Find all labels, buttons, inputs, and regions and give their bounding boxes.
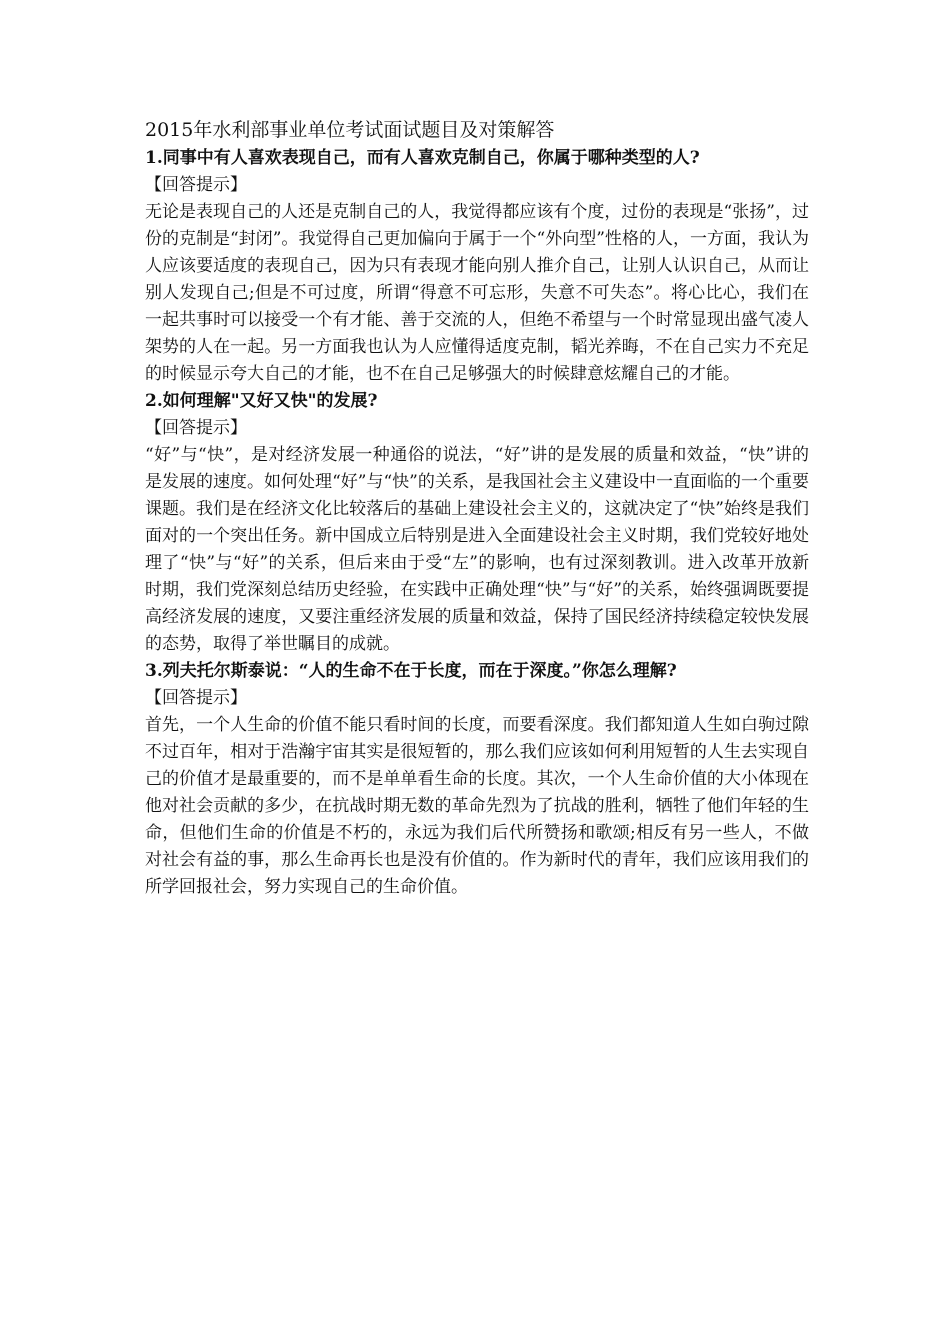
answer-1: 无论是表现自己的人还是克制自己的人，我觉得都应该有个度，过份的表现是“张扬”，过份的克制是“封闭”。我觉得自己更加偏向于属于一个“外向型”性格的人，一方面，我认为人应该要适度的表现自己，因为只有表现才能向别人推介自己，让别人认识自己，从而让别人发现自己;但是不可过度，所谓“得意不可忘形，失意不可失态”。将心比心，我们在一起共事时可以接受一个有才能、善于交流的人，但绝不希望与一个时常显现出盛气凌人架势的人在一起。另一方面我也认为人应懂得适度克制，韬光养晦，不在自己实力不充足的时候显示夸大自己的才能，也不在自己足够强大的时候肆意炫耀自己的才能。	[145, 202, 809, 384]
question-3: 3.列夫托尔斯泰说：“人的生命不在于长度，而在于深度。”你怎么理解?	[145, 661, 677, 681]
hint-label-3: 【回答提示】	[145, 688, 247, 708]
question-1: 1.同事中有人喜欢表现自己，而有人喜欢克制自己，你属于哪种类型的人?	[145, 148, 700, 168]
hint-label-1: 【回答提示】	[145, 175, 247, 195]
hint-label-2: 【回答提示】	[145, 418, 247, 438]
document-page	[145, 116, 809, 901]
answer-3: 首先，一个人生命的价值不能只看时间的长度，而要看深度。我们都知道人生如白驹过隙不过百年，相对于浩瀚宇宙其实是很短暂的，那么我们应该如何利用短暂的人生去实现自己的价值才是最重要的，而不是单单看生命的长度。其次，一个人生命价值的大小体现在他对社会贡献的多少，在抗战时期无数的革命先烈为了抗战的胜利，牺牲了他们年轻的生命，但他们生命的价值是不朽的，永远为我们后代所赞扬和歌颂;相反有另一些人，不做对社会有益的事，那么生命再长也是没有价值的。作为新时代的青年，我们应该用我们的所学回报社会，努力实现自己的生命价值。	[145, 715, 809, 897]
qa-section-1	[145, 145, 809, 388]
question-2: 2.如何理解"又好又快"的发展?	[145, 391, 378, 411]
qa-section-2	[145, 388, 809, 658]
qa-section-3	[145, 658, 809, 901]
answer-2: “好”与“快”，是对经济发展一种通俗的说法，“好”讲的是发展的质量和效益，“快”讲的是发展的速度。如何处理“好”与“快”的关系，是我国社会主义建设中一直面临的一个重要课题。我们是在经济文化比较落后的基础上建设社会主义的，这就决定了“快”始终是我们面对的一个突出任务。新中国成立后特别是进入全面建设社会主义时期，我们党较好地处理了“快”与“好”的关系，但后来由于受“左”的影响，也有过深刻教训。进入改革开放新时期，我们党深刻总结历史经验，在实践中正确处理“快”与“好”的关系，始终强调既要提高经济发展的速度，又要注重经济发展的质量和效益，保持了国民经济持续稳定较快发展的态势，取得了举世瞩目的成就。	[145, 445, 809, 654]
document-title: 2015年水利部事业单位考试面试题目及对策解答	[145, 119, 555, 141]
